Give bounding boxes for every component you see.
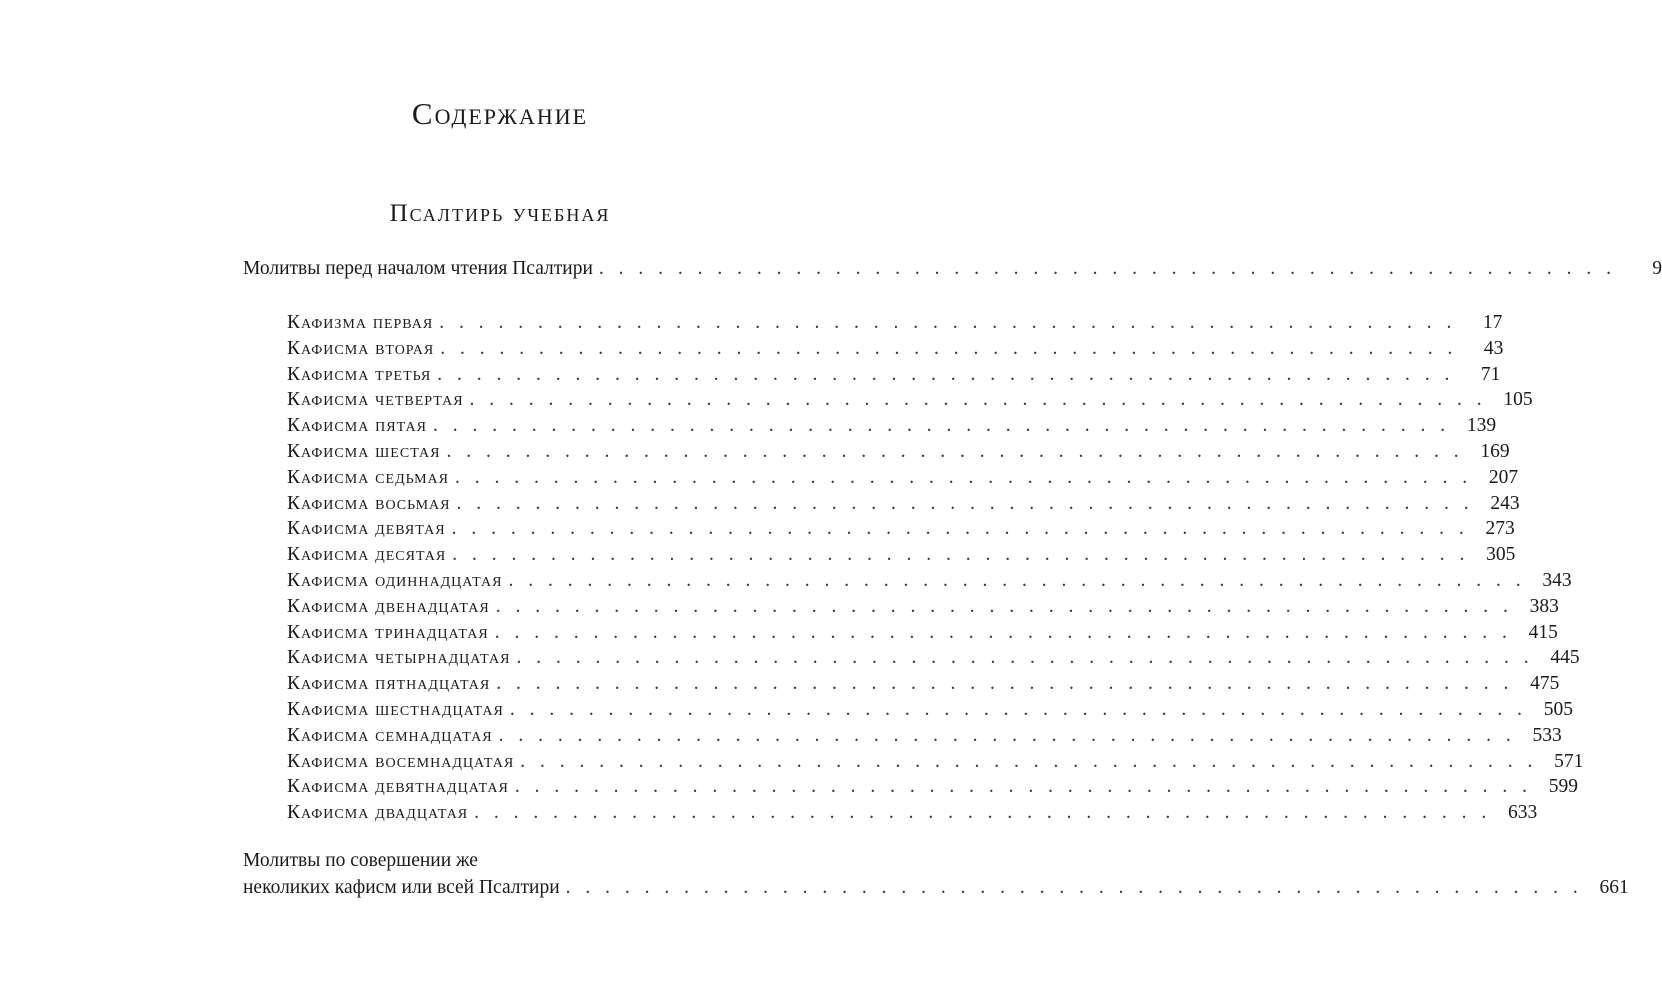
toc-page-number: 17 [1482, 312, 1503, 333]
dot-leader: . . . . . . . . . . . . . . . . . . . . . . . . . . . . . . . . . . . . . . . . . . . . . . . . . . . . [496, 673, 1514, 695]
toc-entry-label: Кафисма пятнадцатая [287, 673, 491, 695]
toc-entry-label: Кафисма шестнадцатая [287, 699, 504, 720]
toc-page-number: 415 [1528, 621, 1558, 643]
toc-entry-label: Кафисма четвертая [287, 389, 464, 411]
dot-leader: . . . . . . . . . . . . . . . . . . . . . . . . . . . . . . . . . . . . . . . . . . . . . . . . . . . . [455, 466, 1473, 488]
toc-entry-closing-prayers[interactable] [243, 877, 1629, 899]
dot-leader: . . . . . . . . . . . . . . . . . . . . . . . . . . . . . . . . . . . . . . . . . . . . . . . . . . . . [452, 544, 1470, 566]
toc-entry-kathisma[interactable] [287, 776, 1578, 798]
toc-entry-label: Кафисма вторая [287, 337, 435, 359]
toc-entry-kathisma[interactable] [287, 724, 1562, 747]
toc-page-number: 139 [1466, 415, 1497, 437]
page-title: Содержание [411, 96, 589, 131]
dot-leader: . . . . . . . . . . . . . . . . . . . . . . . . . . . . . . . . . . . . . . . . . . . . . . . . . . . . [494, 621, 1512, 643]
toc-page-number: 71 [1480, 363, 1501, 385]
dot-leader: . . . . . . . . . . . . . . . . . . . . . . . . . . . . . . . . . . . . . . . . . . . . . . . . . . . . [498, 724, 1516, 746]
dot-leader: . . . . . . . . . . . . . . . . . . . . . . . . . . . . . . . . . . . . . . . . . . . . . . . . . . . . [456, 492, 1474, 514]
toc-entry-label: Кафисма девятнадцатая [287, 776, 509, 798]
dot-leader: . . . . . . . . . . . . . . . . . . . . . . . . . . . . . . . . . . . . . . . . . . . . . . . . . . . . [432, 415, 1451, 437]
toc-page-number: 599 [1548, 776, 1578, 798]
toc-entry-label: Кафисма седьмая [287, 466, 449, 488]
toc-entry-label: Кафисма четырнадцатая [287, 647, 511, 669]
toc-page-number: 43 [1483, 337, 1504, 359]
toc-entry-label: Кафисма шестая [287, 441, 441, 462]
toc-entry-kathisma[interactable] [287, 363, 1501, 386]
dot-leader: . . . . . . . . . . . . . . . . . . . . . . . . . . . . . . . . . . . . . . . . . . . . . . . . . . . . [598, 258, 1617, 279]
toc-page-number: 243 [1490, 492, 1520, 514]
toc-entry-label: неколиких кафисм или всей Псалтири [243, 877, 560, 898]
toc-page-number: 343 [1542, 570, 1572, 591]
toc-entry-kathisma[interactable] [287, 441, 1510, 463]
toc-entry-label: Кафисма десятая [287, 544, 447, 566]
dot-leader: . . . . . . . . . . . . . . . . . . . . . . . . . . . . . . . . . . . . . . . . . . . . . . . . . . . . [514, 776, 1532, 798]
toc-entry-intro-prayers[interactable] [243, 258, 1662, 280]
dot-leader: . . . . . . . . . . . . . . . . . . . . . . . . . . . . . . . . . . . . . . . . . . . . . . . . . . . . [520, 750, 1538, 772]
toc-entry-label: Кафисма пятая [287, 415, 427, 437]
toc-page-number: 445 [1550, 647, 1580, 669]
toc-entry-label: Кафисма восьмая [287, 492, 451, 514]
toc-entry-kathisma[interactable] [287, 518, 1515, 540]
toc-page-number: 273 [1485, 518, 1515, 540]
toc-entry-label: Кафисма одиннадцатая [287, 570, 503, 591]
toc-entry-label: Кафисма восемнадцатая [287, 750, 515, 772]
toc-entry-closing-line1: Молитвы по совершении же [243, 850, 478, 871]
toc-page-number: 475 [1530, 673, 1560, 695]
toc-entry-kathisma[interactable] [287, 544, 1516, 566]
dot-leader: . . . . . . . . . . . . . . . . . . . . . . . . . . . . . . . . . . . . . . . . . . . . . . . . . . . . [516, 647, 1534, 669]
toc-entry-kathisma[interactable] [287, 595, 1559, 618]
toc-entry-label: Кафисма третья [287, 363, 432, 385]
dot-leader: . . . . . . . . . . . . . . . . . . . . . . . . . . . . . . . . . . . . . . . . . . . . . . . . . . . . [474, 802, 1492, 824]
toc-page-number: 505 [1543, 699, 1573, 720]
toc-entry-kathisma[interactable] [287, 673, 1560, 695]
toc-entry-label: Кафисма семнадцатая [287, 724, 493, 746]
toc-page-number: 305 [1486, 544, 1516, 566]
dot-leader: . . . . . . . . . . . . . . . . . . . . . . . . . . . . . . . . . . . . . . . . . . . . . . . . . . . . [446, 441, 1464, 462]
toc-entry-label: Кафисма двадцатая [287, 802, 469, 824]
dot-leader: . . . . . . . . . . . . . . . . . . . . . . . . . . . . . . . . . . . . . . . . . . . . . . . . . . . . [495, 595, 1513, 617]
toc-page-number: 105 [1503, 389, 1533, 411]
dot-leader: . . . . . . . . . . . . . . . . . . . . . . . . . . . . . . . . . . . . . . . . . . . . . . . . . . . . [565, 877, 1583, 898]
toc-entry-label: Кафисма двенадцатая [287, 595, 490, 617]
toc-entry-kathisma[interactable] [287, 621, 1558, 644]
toc-entry-kathisma[interactable] [287, 699, 1573, 721]
toc-entry-kathisma[interactable] [287, 802, 1538, 824]
toc-entry-kathisma[interactable] [287, 415, 1497, 437]
dot-leader: . . . . . . . . . . . . . . . . . . . . . . . . . . . . . . . . . . . . . . . . . . . . . . . . . . . . [451, 518, 1469, 540]
toc-page-number: 533 [1532, 724, 1562, 746]
toc-entry-kathisma[interactable] [287, 647, 1580, 669]
dot-leader: . . . . . . . . . . . . . . . . . . . . . . . . . . . . . . . . . . . . . . . . . . . . . . . . . . . . [509, 699, 1527, 720]
toc-entry-label: Кафисма тринадцатая [287, 621, 489, 643]
toc-page-number: 383 [1529, 595, 1559, 617]
toc-page-number: 9 [1652, 258, 1662, 279]
dot-leader: . . . . . . . . . . . . . . . . . . . . . . . . . . . . . . . . . . . . . . . . . . . . . . . . . . . . [437, 363, 1455, 385]
toc-entry-kathisma[interactable] [287, 312, 1503, 334]
dot-leader: . . . . . . . . . . . . . . . . . . . . . . . . . . . . . . . . . . . . . . . . . . . . . . . . . . . . [508, 570, 1526, 591]
section-title: Псалтирь учебная [389, 200, 611, 227]
toc-entry-kathisma[interactable] [287, 466, 1519, 489]
dot-leader: . . . . . . . . . . . . . . . . . . . . . . . . . . . . . . . . . . . . . . . . . . . . . . . . . . . . [439, 312, 1457, 333]
toc-page-number: 633 [1508, 802, 1538, 824]
toc-entry-kathisma[interactable] [287, 337, 1504, 360]
toc-page-number: 661 [1599, 877, 1629, 898]
toc-entry-label: Кафисма девятая [287, 518, 446, 540]
toc-page-number: 571 [1554, 750, 1584, 772]
dot-leader: . . . . . . . . . . . . . . . . . . . . . . . . . . . . . . . . . . . . . . . . . . . . . . . . . . . . [440, 337, 1458, 359]
toc-entry-label: Кафизма первая [287, 312, 434, 333]
toc-entry-kathisma[interactable] [287, 389, 1533, 411]
toc-entry-label: Молитвы перед началом чтения Псалтири [243, 258, 593, 279]
toc-page-number: 207 [1488, 466, 1519, 488]
dot-leader: . . . . . . . . . . . . . . . . . . . . . . . . . . . . . . . . . . . . . . . . . . . . . . . . . . . . [469, 389, 1487, 411]
toc-page-number: 169 [1480, 441, 1510, 462]
toc-entry-kathisma[interactable] [287, 750, 1584, 773]
toc-entry-kathisma[interactable] [287, 492, 1520, 515]
toc-entry-kathisma[interactable] [287, 570, 1572, 592]
